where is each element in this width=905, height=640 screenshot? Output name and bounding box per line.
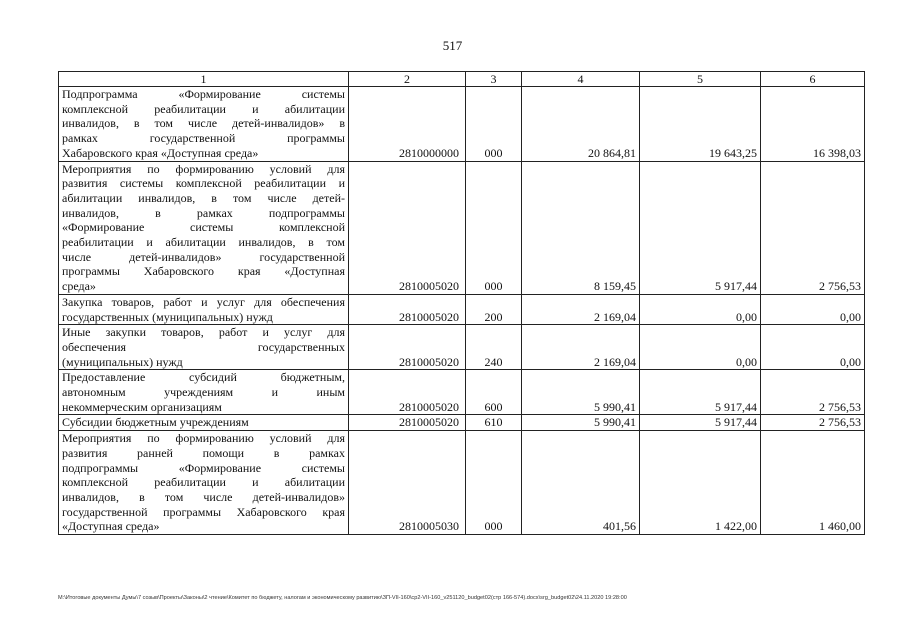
row-name-line: (муниципальных) нужд (62, 354, 183, 369)
row-name-line: программы Хабаровского края «Доступная (62, 264, 345, 279)
expense-type-code: 000 (466, 431, 522, 535)
expense-type-code: 200 (466, 294, 522, 324)
amount-col-4: 2 169,04 (522, 325, 640, 370)
row-name-line: Субсидии бюджетным учреждениям (62, 415, 249, 430)
amount-col-5: 5 917,44 (640, 370, 761, 415)
expense-type-code: 240 (466, 325, 522, 370)
row-name (59, 431, 349, 535)
row-name-line: инвалидов, в том числе детей-инвалидов» (62, 489, 345, 504)
row-name-line: государственной программы Хабаровского края (62, 504, 345, 519)
amount-col-5: 5 917,44 (640, 161, 761, 294)
expense-type-code: 000 (466, 87, 522, 162)
column-number: 2 (349, 72, 466, 87)
column-number-row (59, 72, 865, 87)
row-name-line: Мероприятия по формированию условий для (62, 161, 345, 176)
amount-col-4: 5 990,41 (522, 415, 640, 431)
expense-type-code: 600 (466, 370, 522, 415)
amount-col-6: 1 460,00 (761, 431, 865, 535)
amount-col-4: 5 990,41 (522, 370, 640, 415)
row-name-line: некоммерческим организациям (62, 399, 222, 414)
row-name-line: Подпрограмма «Формирование системы (62, 87, 345, 101)
amount-col-5: 0,00 (640, 294, 761, 324)
page-number: 517 (442, 38, 463, 53)
document-file-path: M:\Итоговые документы Думы\7 созыв\Проекты\Законы\2 чтение\Комитет по бюджету, налогам и экономическому развитию\ЗП-VII-160\ср2-VII-160_v251120_budget02(стр 166-574).docx\srg_budget02\24.11.2020 19:28:00 (58, 595, 627, 601)
row-name-line: обеспечения государственных (62, 339, 345, 354)
table-row (59, 294, 865, 324)
amount-col-4: 20 864,81 (522, 87, 640, 162)
row-name (59, 87, 349, 162)
column-number: 6 (761, 72, 865, 87)
amount-col-4: 2 169,04 (522, 294, 640, 324)
row-name-line: государственных (муниципальных) нужд (62, 309, 273, 324)
row-name-line: Мероприятия по формированию условий для (62, 431, 345, 446)
row-name-line: «Доступная среда» (62, 519, 160, 534)
amount-col-4: 401,56 (522, 431, 640, 535)
table-row (59, 161, 865, 294)
amount-col-5: 5 917,44 (640, 415, 761, 431)
column-number: 5 (640, 72, 761, 87)
expense-type-code: 000 (466, 161, 522, 294)
amount-col-5: 19 643,25 (640, 87, 761, 162)
row-name-line: развития системы комплексной реабилитации и (62, 176, 345, 191)
table-row (59, 431, 865, 535)
row-name (59, 294, 349, 324)
target-article-code: 2810005020 (349, 294, 466, 324)
table-row (59, 325, 865, 370)
expense-type-code: 610 (466, 415, 522, 431)
amount-col-6: 0,00 (761, 294, 865, 324)
row-name-line: среда» (62, 279, 96, 294)
row-name (59, 370, 349, 415)
target-article-code: 2810005020 (349, 415, 466, 431)
row-name-line: «Формирование системы комплексной (62, 220, 345, 235)
row-name-line: Предоставление субсидий бюджетным, (62, 370, 345, 385)
amount-col-4: 8 159,45 (522, 161, 640, 294)
column-number: 4 (522, 72, 640, 87)
row-name (59, 161, 349, 294)
row-name-line: комплексной реабилитации и абилитации (62, 101, 345, 116)
amount-col-5: 1 422,00 (640, 431, 761, 535)
target-article-code: 2810005020 (349, 325, 466, 370)
row-name-line: автономным учреждениям и иным (62, 385, 345, 400)
row-name-line: развития ранней помощи в рамках (62, 445, 345, 460)
table-row (59, 415, 865, 431)
amount-col-6: 2 756,53 (761, 415, 865, 431)
row-name-line: комплексной реабилитации и абилитации (62, 475, 345, 490)
row-name-line: Закупка товаров, работ и услуг для обеспечения (62, 294, 345, 309)
row-name-line: Хабаровского края «Доступная среда» (62, 145, 259, 160)
target-article-code: 2810005020 (349, 161, 466, 294)
amount-col-6: 16 398,03 (761, 87, 865, 162)
row-name-line: числе детей-инвалидов» государственной (62, 249, 345, 264)
row-name-line: инвалидов, в том числе детей-инвалидов» в (62, 116, 345, 131)
target-article-code: 2810005030 (349, 431, 466, 535)
row-name-line: подпрограммы «Формирование системы (62, 460, 345, 475)
row-name-line: реабилитации и абилитации инвалидов, в том (62, 235, 345, 250)
target-article-code: 2810005020 (349, 370, 466, 415)
row-name-line: абилитации инвалидов, в том числе детей- (62, 190, 345, 205)
amount-col-6: 0,00 (761, 325, 865, 370)
column-number: 1 (59, 72, 349, 87)
column-number: 3 (466, 72, 522, 87)
row-name (59, 325, 349, 370)
amount-col-5: 0,00 (640, 325, 761, 370)
row-name (59, 415, 349, 431)
table-row (59, 370, 865, 415)
row-name-line: Иные закупки товаров, работ и услуг для (62, 325, 345, 340)
row-name-line: инвалидов, в рамках подпрограммы (62, 205, 345, 220)
budget-table (58, 71, 865, 535)
table-row (59, 87, 865, 162)
row-name-line: рамках государственной программы (62, 131, 345, 146)
target-article-code: 2810000000 (349, 87, 466, 162)
amount-col-6: 2 756,53 (761, 161, 865, 294)
amount-col-6: 2 756,53 (761, 370, 865, 415)
